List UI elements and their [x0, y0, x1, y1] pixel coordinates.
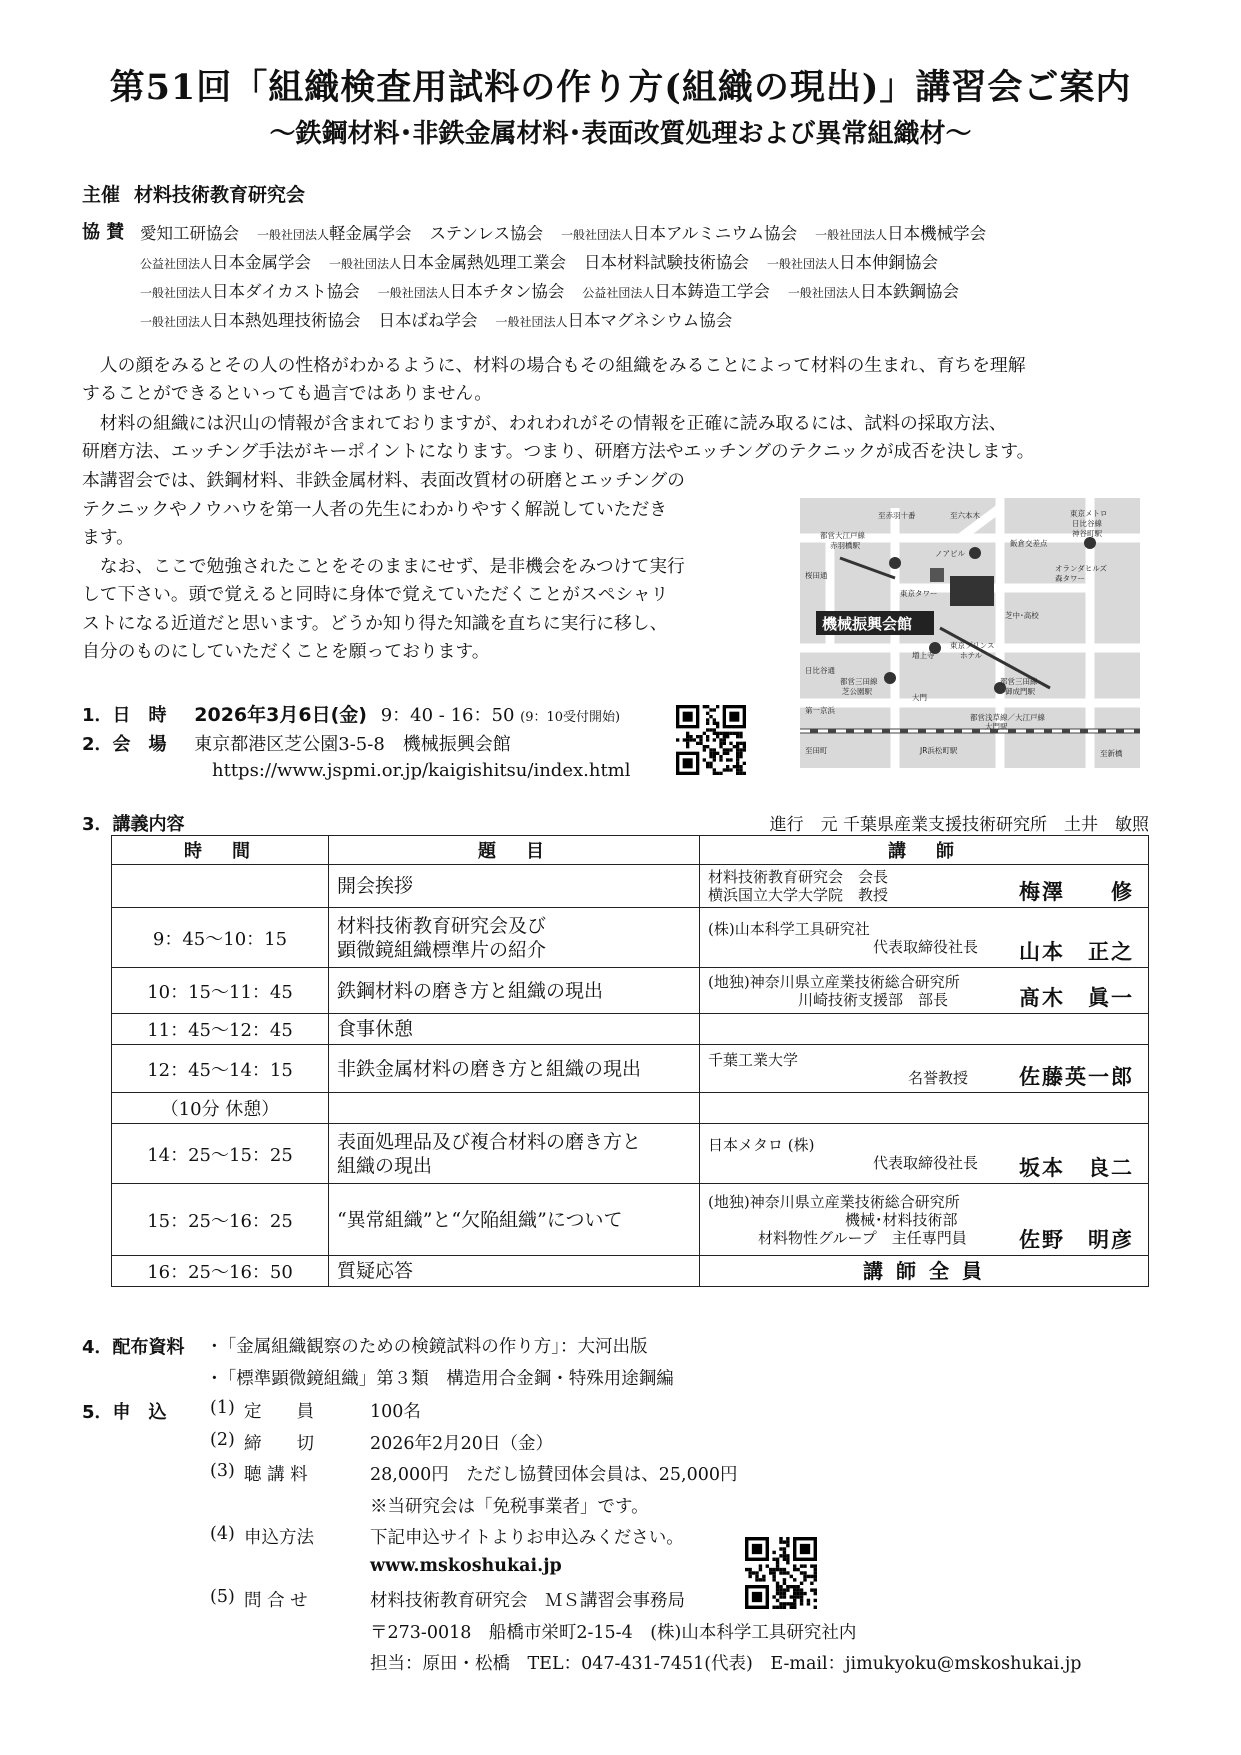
lecturer-affiliation: 機械･材料技術部: [845, 1210, 958, 1229]
sponsor-name: ステンレス協会: [429, 224, 543, 243]
svg-text:芝公園駅: 芝公園駅: [842, 687, 872, 696]
map-venue-label: 機械振興会館: [822, 615, 913, 633]
sponsor-item: [788, 282, 959, 301]
lecture-topic: [329, 865, 700, 908]
intro-line: 本講習会では、鉄鋼材料、非鉄金属材料、表面改質材の研磨とエッチングの: [82, 470, 685, 491]
svg-text:東京タワー: 東京タワー: [900, 589, 938, 598]
organizer-label: 主催: [82, 184, 121, 206]
lecture-topic: [329, 1124, 700, 1184]
application-url[interactable]: www.mskoshukai.jp: [370, 1555, 562, 1576]
lectures-section-title: 3．講義内容: [82, 814, 185, 835]
map-building: [950, 576, 994, 606]
svg-text:増上寺: 増上寺: [912, 651, 935, 660]
lecturer-affiliation: 代表取締役社長: [873, 1153, 979, 1172]
intro-line: 研磨方法、エッチング手法がキーポイントになります。つまり、研磨方法やエッチングのテクニックが成否を決します。: [82, 441, 1035, 462]
lecture-time: 15：25〜16：25: [112, 1184, 329, 1256]
svg-text:ノアビル: ノアビル: [935, 549, 965, 558]
lecture-topic-line: 顕微鏡組織標準片の紹介: [337, 938, 547, 961]
application-key: 問 合 せ: [244, 1591, 308, 1611]
materials-row: [82, 1333, 185, 1359]
sponsor-item: [815, 224, 986, 243]
svg-text:桜田通: 桜田通: [805, 571, 828, 580]
lecture-time: 14：25〜15：25: [112, 1124, 329, 1184]
sponsor-prefix: 一般社団法人: [815, 228, 888, 242]
lecturer-cell: [700, 968, 1149, 1014]
organizer-name: 材料技術教育研究会: [134, 184, 306, 206]
table-row: [112, 1256, 1149, 1287]
sponsor-prefix: 一般社団法人: [377, 286, 450, 300]
lecture-topic-line: 表面処理品及び複合材料の磨き方と: [337, 1130, 642, 1153]
header-topic: 題 目: [329, 836, 700, 865]
table-row: [112, 1045, 1149, 1093]
lecture-time: （10分 休憩）: [112, 1093, 329, 1124]
intro-line: なお、ここで勉強されたことをそのままにせず、是非機会をみつけて実行: [82, 556, 685, 577]
application-key: 申込方法: [244, 1528, 314, 1548]
lecturer-cell: [700, 865, 1149, 908]
organizer: [82, 180, 305, 207]
lecturer-affiliation: 代表取締役社長: [873, 937, 979, 956]
svg-text:ホテル: ホテル: [960, 651, 983, 660]
lecturer-cell: [700, 1124, 1149, 1184]
lecture-topic-line: 開会挨拶: [337, 875, 414, 897]
sponsor-prefix: 公益社団法人: [582, 286, 655, 300]
lecture-time: 16：25〜16：50: [112, 1256, 329, 1287]
event-date: 2026年3月6日(金): [194, 704, 367, 726]
lecture-time: 12：45〜14：15: [112, 1045, 329, 1093]
svg-text:森タワー: 森タワー: [1055, 574, 1085, 583]
map-station-dot: [1084, 537, 1096, 549]
sponsor-name: 日本ばね学会: [378, 311, 478, 330]
page-title: 第51回「組織検査用試料の作り方(組織の現出)」講習会ご案内: [109, 67, 1132, 108]
all-lecturers: 講 師 全 員: [863, 1259, 985, 1283]
lecture-topic-line: 組織の現出: [337, 1154, 433, 1177]
svg-text:都営大江戸線: 都営大江戸線: [820, 531, 865, 540]
table-row: [112, 865, 1149, 908]
event-time: 9：40 - 16：50: [380, 705, 515, 726]
sponsor-name: 日本鉄鋼協会: [859, 282, 959, 301]
lecturer-name: 山本 正之: [1019, 939, 1134, 964]
intro-line: ます。: [82, 527, 134, 548]
svg-text:至田町: 至田町: [805, 746, 828, 755]
lecture-topic-line: “異常組織”と“欠陥組織”について: [337, 1208, 623, 1231]
lecturer-name: 佐藤英一郎: [1019, 1064, 1134, 1089]
sponsor-name: 愛知工研協会: [140, 224, 239, 243]
svg-text:赤羽橋駅: 赤羽橋駅: [830, 541, 860, 550]
lecturer-affiliation: 名誉教授: [908, 1068, 969, 1087]
application-label-row: [82, 1398, 167, 1424]
lecture-topic: [329, 908, 700, 968]
sponsor-line: [140, 307, 750, 331]
sponsor-item: [430, 224, 543, 243]
lecture-topic-line: 質疑応答: [337, 1260, 414, 1282]
sponsor-item: [584, 253, 749, 272]
application-key: 聴 講 料: [244, 1465, 308, 1485]
sponsor-prefix: 一般社団法人: [257, 228, 330, 242]
lecture-topic-line: 食事休憩: [337, 1018, 414, 1040]
table-row: [112, 1093, 1149, 1124]
intro-line: することができるといっても過言ではありません。: [82, 383, 493, 404]
svg-text:御成門駅: 御成門駅: [1005, 687, 1035, 696]
svg-text:都営浅草線／大江戸線: 都営浅草線／大江戸線: [970, 713, 1045, 722]
lecturer-affiliation: (株)山本科学工具研究社: [708, 919, 870, 938]
venue-row: [82, 730, 511, 756]
lecture-topic: [329, 1045, 700, 1093]
sponsor-line: [140, 249, 956, 273]
sponsor-item: [378, 282, 565, 301]
qr-code-venue: [676, 705, 746, 775]
map-graphic: [800, 498, 1140, 768]
sponsor-item: [140, 282, 360, 301]
application-label: 5．申 込: [82, 1402, 167, 1423]
sponsor-name: 日本熱処理技術協会: [212, 311, 361, 330]
sponsor-label: 協 賛: [82, 222, 125, 243]
sponsor-name: 日本ダイカスト協会: [212, 282, 360, 301]
lecturer-cell: [700, 1014, 1149, 1045]
application-no: (3): [210, 1461, 235, 1481]
sponsor-prefix: 一般社団法人: [495, 315, 568, 329]
application-val: 2026年2月20日（金）: [370, 1433, 553, 1454]
table-row: [112, 1014, 1149, 1045]
materials-item: ･「標準顕微鏡組織」第３類 構造用合金鋼・特殊用途鋼編: [210, 1369, 674, 1389]
sponsor-item: [140, 311, 361, 330]
svg-text:第一京浜: 第一京浜: [805, 706, 835, 715]
page-subtitle: 〜鉄鋼材料･非鉄金属材料･表面改質処理および異常組織材〜: [269, 119, 972, 149]
svg-text:大門: 大門: [912, 693, 927, 702]
sponsor-name: 日本金属熱処理工業会: [401, 253, 567, 272]
sponsor-name: 日本伸銅協会: [839, 253, 939, 272]
lecturer-affiliation: 千葉工業大学: [708, 1050, 799, 1069]
sponsor-item: [561, 224, 797, 243]
reception-time: (9：10受付開始): [520, 710, 621, 725]
header-lecturer: 講 師: [700, 836, 1149, 865]
sponsor-name: 日本材料試験技術協会: [584, 253, 750, 272]
sponsor-name: 日本金属学会: [212, 253, 312, 272]
header-time: 時 間: [112, 836, 329, 865]
sponsor-name: 日本機械学会: [887, 224, 987, 243]
lecturer-affiliation: 材料物性グループ 主任専門員: [758, 1228, 967, 1247]
lecturer-name: 佐野 明彦: [1019, 1227, 1134, 1252]
lecture-topic-line: 材料技術教育研究会及び: [337, 914, 547, 937]
lecture-topic-line: 非鉄金属材料の磨き方と組織の現出: [337, 1057, 642, 1080]
table-row: [112, 908, 1149, 968]
lecture-time: 11：45〜12：45: [112, 1014, 329, 1045]
lecture-topic: [329, 1014, 700, 1045]
map-station-dot: [889, 557, 901, 569]
lecturer-name: 髙木 眞一: [1019, 985, 1134, 1010]
sponsor-item: [140, 224, 239, 243]
application-val: 担当：原田・松橋 TEL：047-431-7451(代表) E-mail：jimukyoku@mskoshukai.jp: [370, 1654, 1082, 1674]
intro-line: して下さい。頭で覚えると同時に身体で覚えていただくことがスペシャリ: [82, 584, 669, 605]
application-val: 材料技術教育研究会 ＭＳ講習会事務局: [370, 1591, 685, 1611]
sponsor-prefix: 一般社団法人: [787, 286, 860, 300]
intro-line: ストになる近道だと思います。どうか知り得た知識を直ちに実行に移し、: [82, 613, 668, 634]
sponsor-name: 軽金属学会: [329, 224, 412, 243]
lecturer-name: 坂本 良二: [1019, 1155, 1134, 1180]
date-row: [82, 700, 620, 727]
sponsor-line: [140, 220, 1004, 244]
table-row: [112, 1124, 1149, 1184]
materials-item: ･「金属組織観察のための検鏡試料の作り方」：大河出版: [210, 1337, 648, 1357]
materials-label: 4．配布資料: [82, 1337, 185, 1358]
svg-text:東京メトロ: 東京メトロ: [1070, 509, 1108, 518]
venue-url[interactable]: https://www.jspmi.or.jp/kaigishitsu/index.html: [212, 760, 631, 781]
sponsor-name: 日本マグネシウム協会: [567, 311, 733, 330]
table-row: [112, 968, 1149, 1014]
intro-line: 人の顔をみるとその人の性格がわかるように、材料の場合もその組織をみることによって材料の生まれ、育ちを理解: [82, 355, 1026, 376]
intro-line: 自分のものにしていただくことを願っております。: [82, 641, 490, 662]
sponsor-item: [496, 311, 733, 330]
application-val: 28,000円 ただし協賛団体会員は、25,000円: [370, 1465, 738, 1485]
svg-text:都営三田線: 都営三田線: [1000, 677, 1038, 686]
lecturer-affiliation: 横浜国立大学大学院 教授: [708, 886, 889, 904]
sponsor-prefix: 一般社団法人: [329, 257, 402, 271]
application-val: 下記申込サイトよりお申込みください。: [370, 1528, 684, 1548]
application-no: (5): [210, 1587, 235, 1607]
svg-text:オランダヒルズ: オランダヒルズ: [1055, 564, 1107, 573]
sponsor-name: 日本アルミニウム協会: [632, 224, 798, 243]
map-station-dot: [969, 547, 981, 559]
sponsor-prefix: 一般社団法人: [767, 257, 840, 271]
svg-text:飯倉交差点: 飯倉交差点: [1010, 539, 1048, 548]
lecture-time: [112, 865, 329, 908]
table-row: [112, 1184, 1149, 1256]
venue-label: 2．会 場: [82, 734, 167, 755]
sponsor-line: [140, 278, 977, 302]
venue-address: 東京都港区芝公園3-5-8 機械振興会館: [194, 734, 511, 755]
lecturer-affiliation: 川崎技術支援部 部長: [798, 990, 949, 1009]
sponsor-item: [767, 253, 938, 272]
table-header-row: [112, 836, 1149, 865]
sponsor-item: [329, 253, 566, 272]
sponsor-item: [582, 282, 770, 301]
lecturer-cell: [700, 1045, 1149, 1093]
sponsor-item: [379, 311, 478, 330]
lecture-topic: [329, 1256, 700, 1287]
sponsor-item: [140, 253, 311, 272]
sponsor-prefix: 公益社団法人: [140, 257, 213, 271]
svg-text:至赤羽十番: 至赤羽十番: [878, 511, 916, 520]
lecturer-cell: [700, 1184, 1149, 1256]
svg-text:日比谷通: 日比谷通: [805, 666, 835, 675]
lecturer-affiliation: (地独)神奈川県立産業技術総合研究所: [708, 1192, 960, 1211]
intro-line: 材料の組織には沢山の情報が含まれておりますが、われわれがその情報を正確に読み取るには、試料の採取方法、: [82, 413, 1007, 434]
lecture-table: [111, 835, 1149, 1287]
sponsor-prefix: 一般社団法人: [140, 315, 213, 329]
lecture-topic: [329, 968, 700, 1014]
application-key: 締 切: [244, 1433, 314, 1454]
application-no: (4): [210, 1524, 235, 1544]
lecturer-cell: [700, 1093, 1149, 1124]
sponsor-item: [257, 224, 412, 243]
svg-text:芝中･高校: 芝中･高校: [1005, 611, 1039, 620]
svg-text:東京プリンス: 東京プリンス: [950, 641, 995, 650]
lecture-time: 10：15〜11：45: [112, 968, 329, 1014]
application-val: 100名: [370, 1402, 421, 1422]
sponsor-name: 日本チタン協会: [449, 282, 565, 301]
lecturer-cell: [700, 1256, 1149, 1287]
application-no: (2): [210, 1429, 235, 1450]
lecture-topic-line: 鉄鋼材料の磨き方と組織の現出: [337, 979, 604, 1002]
application-val: ※当研究会は「免税事業者」です。: [370, 1496, 649, 1517]
sponsor-prefix: 一般社団法人: [560, 228, 633, 242]
qr-code-application: [745, 1537, 817, 1609]
svg-text:神谷町駅: 神谷町駅: [1072, 529, 1102, 538]
application-val: 〒273-0018 船橋市栄町2-15-4 (株)山本科学工具研究社内: [370, 1622, 857, 1643]
map-station-dot: [884, 672, 896, 684]
map-tower: [930, 568, 944, 582]
lecturer-name: 梅澤 修: [1019, 879, 1134, 904]
lecturer-affiliation: 日本メタロ (株): [708, 1135, 815, 1154]
svg-text:至新橋: 至新橋: [1100, 749, 1123, 758]
lecture-topic: [329, 1093, 700, 1124]
sponsor-prefix: 一般社団法人: [140, 286, 213, 300]
venue-map: [800, 498, 1140, 768]
svg-text:JR浜松町駅: JR浜松町駅: [920, 746, 958, 755]
svg-text:都営三田線: 都営三田線: [840, 677, 878, 686]
svg-text:至六本木: 至六本木: [950, 511, 980, 520]
svg-text:大門駅: 大門駅: [985, 722, 1008, 731]
lecture-topic: [329, 1184, 700, 1256]
date-label: 1．日 時: [82, 705, 167, 726]
application-no: (1): [210, 1398, 235, 1418]
moderator: 進行 元 千葉県産業支援技術研究所 土井 敏照: [769, 815, 1149, 835]
sponsor-name: 日本鋳造工学会: [654, 282, 770, 301]
lecturer-affiliation: (地独)神奈川県立産業技術総合研究所: [708, 972, 960, 991]
lecturer-affiliation: 材料技術教育研究会 会長: [708, 868, 889, 886]
svg-text:日比谷線: 日比谷線: [1072, 519, 1102, 528]
application-key: 定 員: [244, 1402, 314, 1422]
lecture-time: 9：45〜10：15: [112, 908, 329, 968]
intro-line: テクニックやノウハウを第一人者の先生にわかりやすく解説していただき: [82, 499, 668, 520]
lecturer-cell: [700, 908, 1149, 968]
